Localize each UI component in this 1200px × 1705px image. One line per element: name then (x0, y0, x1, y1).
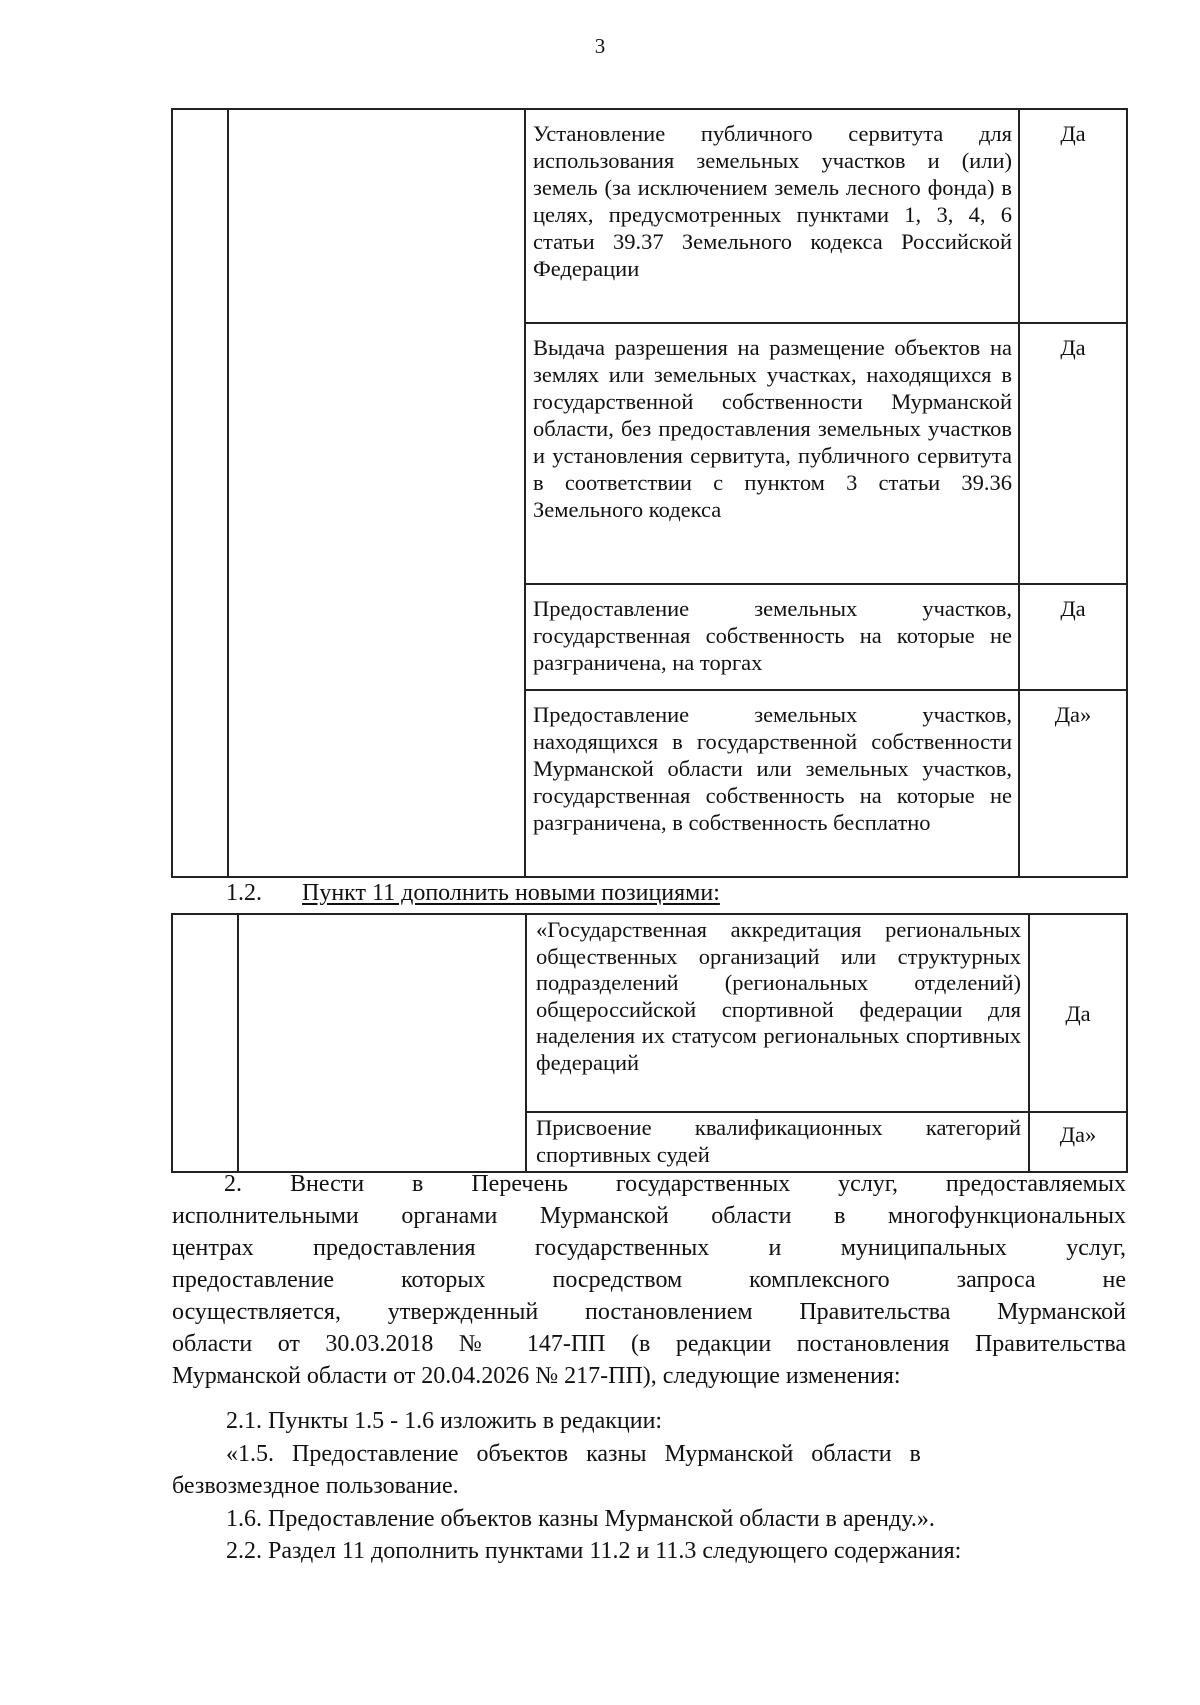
services-table-1 (171, 108, 1128, 878)
item-1-6: 1.6. Предоставление объектов казны Мурманской области в аренду.». (226, 1506, 935, 1532)
section-text: Пункт 11 дополнить новыми позициями: (302, 880, 720, 906)
answer-text: Да» (1054, 702, 1092, 727)
section-number: 1.2. (226, 880, 262, 906)
service-cell (525, 584, 1019, 690)
paragraph-line: Мурманской области от 20.04.2026 № 217-ПП), следующие изменения: (172, 1363, 901, 1389)
answer-text: Да (1065, 1000, 1091, 1026)
answer-text: Да (1060, 596, 1086, 621)
service-text: Присвоение квалификационных категорий спортивных судей (536, 1115, 1021, 1167)
answer-cell (1019, 690, 1127, 877)
number-cell (172, 109, 228, 877)
paragraph-line: области от 30.03.2018 № 147-ПП (в редакции постановления Правительства (172, 1331, 1126, 1357)
answer-cell (1019, 584, 1127, 690)
answer-cell (1029, 1112, 1127, 1172)
answer-cell (1019, 323, 1127, 584)
answer-text: Да (1060, 121, 1086, 146)
answer-text: Да (1060, 335, 1086, 360)
service-text: Выдача разрешения на размещение объектов на землях или земельных участках, находящихся в государственной собственности Мурманской области, без предоставления земельных участков и установления сервитута, публичного сервитута в соответствии с пунктом 3 статьи 39.36 Земельного кодекса (533, 335, 1012, 522)
empty-cell (228, 109, 525, 877)
number-cell (172, 914, 238, 1172)
table-row (172, 914, 1127, 1112)
table-row (172, 109, 1127, 323)
service-cell (525, 690, 1019, 877)
service-cell (525, 109, 1019, 323)
service-cell (525, 323, 1019, 584)
answer-cell (1029, 914, 1127, 1112)
paragraph-line: предоставление которых посредством комплексного запроса не (172, 1267, 1126, 1293)
paragraph-line: центрах предоставления государственных и муниципальных услуг, (172, 1235, 1126, 1261)
paragraph-2 (172, 1168, 1126, 1392)
paragraph-line: 2. Внести в Перечень государственных услуг, предоставляемых (224, 1171, 1126, 1197)
service-cell (526, 1112, 1029, 1172)
service-text: Установление публичного сервитута для использования земельных участков и (или) земель (за исключением земель лесного фонда) в целях, предусмотренных пунктами 1, 3, 4, 6 статьи 39.37 Земельного кодекса Российской Федерации (533, 121, 1012, 281)
paragraph-line: исполнительными органами Мурманской области в многофункциональных (172, 1203, 1126, 1229)
service-text: Предоставление земельных участков, находящихся в государственной собственности Мурманской области или земельных участков, государственная собственность на которые не разграничена, в собственность бесплатно (533, 702, 1012, 835)
service-text: Предоставление земельных участков, государственная собственность на которые не разграничена, на торгах (533, 596, 1012, 675)
answer-text: Да» (1059, 1122, 1097, 1147)
item-1-5-line-1: «1.5. Предоставление объектов казны Мурманской области в (226, 1441, 921, 1467)
item-2-2: 2.2. Раздел 11 дополнить пунктами 11.2 и 11.3 следующего содержания: (226, 1538, 962, 1564)
item-1-5-line-2: безвозмездное пользование. (172, 1473, 459, 1499)
services-table-2 (171, 913, 1128, 1173)
item-2-1: 2.1. Пункты 1.5 - 1.6 изложить в редакции: (226, 1408, 663, 1434)
service-text: «Государственная аккредитация региональных общественных организаций или структурных подразделений (региональных отделений) общероссийской спортивной федерации для наделения их статусом региональных спортивных федераций (536, 917, 1021, 1075)
paragraph-line: осуществляется, утвержденный постановлением Правительства Мурманской (172, 1299, 1126, 1325)
page-number: 3 (594, 34, 606, 58)
section-1-2-heading (226, 880, 720, 907)
answer-cell (1019, 109, 1127, 323)
service-cell (526, 914, 1029, 1112)
empty-cell (238, 914, 526, 1172)
